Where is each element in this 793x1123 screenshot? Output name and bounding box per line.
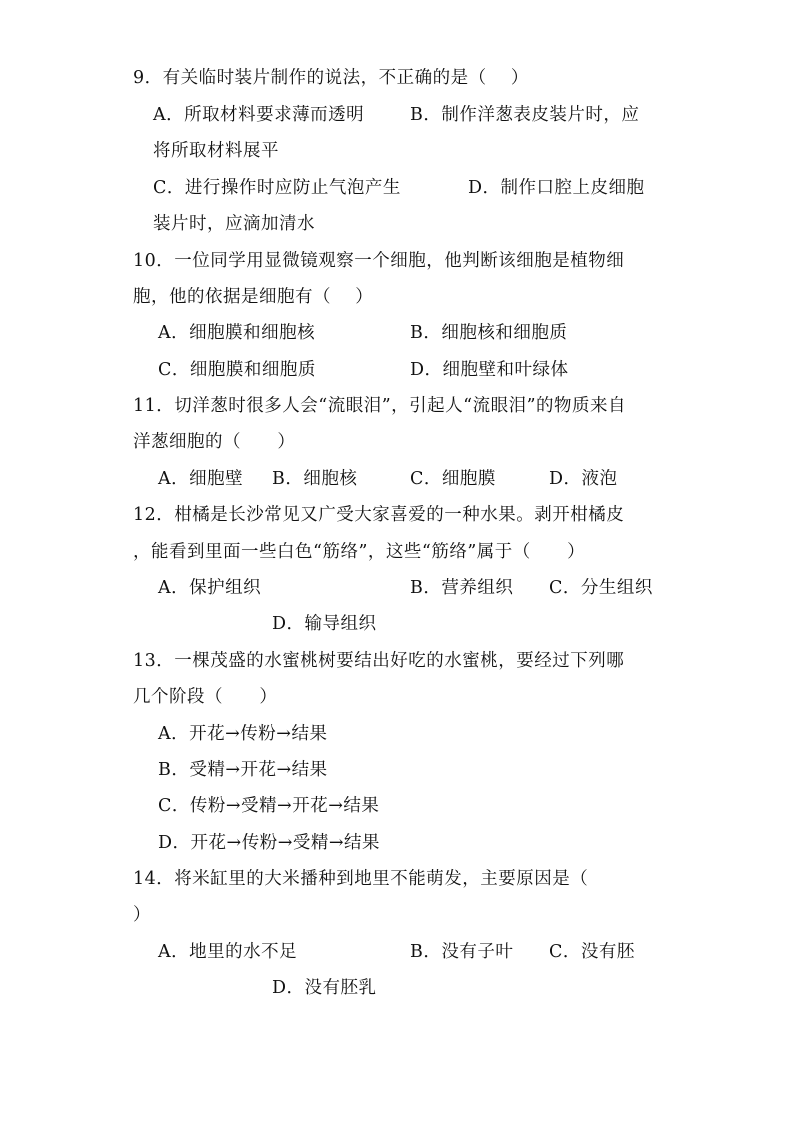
- question-13-stem-cont: 几个阶段（ ）: [133, 687, 278, 707]
- question-10-option-a: A．细胞膜和细胞核: [158, 323, 316, 343]
- question-11-option-c: C．细胞膜: [410, 469, 496, 489]
- question-10-option-b: B．细胞核和细胞质: [410, 323, 568, 343]
- question-14-option-c: C．没有胚: [549, 942, 635, 962]
- question-14-option-d: D．没有胚乳: [272, 978, 377, 998]
- question-14-stem: 14．将米缸里的大米播种到地里不能萌发，主要原因是（: [133, 869, 589, 889]
- question-11-option-b: B．细胞核: [272, 469, 358, 489]
- question-14-stem-cont: ）: [133, 905, 151, 925]
- question-13-option-d: D．开花→传粉→受精→结果: [158, 833, 381, 853]
- question-9-option-b-cont: 将所取材料展平: [153, 141, 279, 161]
- question-12-option-b: B．营养组织: [410, 578, 514, 598]
- question-9-option-d-cont: 装片时，应滴加清水: [153, 214, 315, 234]
- question-9-option-d: D．制作口腔上皮细胞: [468, 178, 645, 198]
- question-12-stem: 12．柑橘是长沙常见又广受大家喜爱的一种水果。剥开柑橘皮: [133, 505, 625, 525]
- question-9-option-c: C．进行操作时应防止气泡产生: [153, 178, 401, 198]
- question-11-stem: 11．切洋葱时很多人会“流眼泪”，引起人“流眼泪”的物质来自: [133, 396, 627, 416]
- question-12-option-c: C．分生组织: [549, 578, 653, 598]
- question-13-option-a: A．开花→传粉→结果: [158, 724, 328, 744]
- question-10-option-d: D．细胞壁和叶绿体: [410, 360, 569, 380]
- question-12-option-a: A．保护组织: [158, 578, 262, 598]
- question-12-option-d: D．输导组织: [272, 614, 377, 634]
- question-9-option-b: B．制作洋葱表皮装片时，应: [410, 105, 640, 125]
- question-10-stem: 10．一位同学用显微镜观察一个细胞，他判断该细胞是植物细: [133, 251, 625, 271]
- question-14-option-b: B．没有子叶: [410, 942, 514, 962]
- question-13-stem: 13．一棵茂盛的水蜜桃树要结出好吃的水蜜桃，要经过下列哪: [133, 651, 625, 671]
- question-9-stem: 9．有关临时装片制作的说法，不正确的是（ ）: [133, 68, 529, 88]
- question-11-stem-cont: 洋葱细胞的（ ）: [133, 432, 296, 452]
- question-9-option-a: A．所取材料要求薄而透明: [153, 105, 365, 125]
- question-13-option-c: C．传粉→受精→开花→结果: [158, 796, 380, 816]
- question-13-option-b: B．受精→开花→结果: [158, 760, 328, 780]
- question-11-option-a: A．细胞壁: [158, 469, 244, 489]
- question-11-option-d: D．液泡: [549, 469, 618, 489]
- question-14-option-a: A．地里的水不足: [158, 942, 298, 962]
- question-12-stem-cont: ，能看到里面一些白色“筋络”，这些“筋络”属于（ ）: [133, 542, 586, 562]
- question-10-stem-cont: 胞，他的依据是细胞有（ ）: [133, 287, 374, 307]
- question-10-option-c: C．细胞膜和细胞质: [158, 360, 316, 380]
